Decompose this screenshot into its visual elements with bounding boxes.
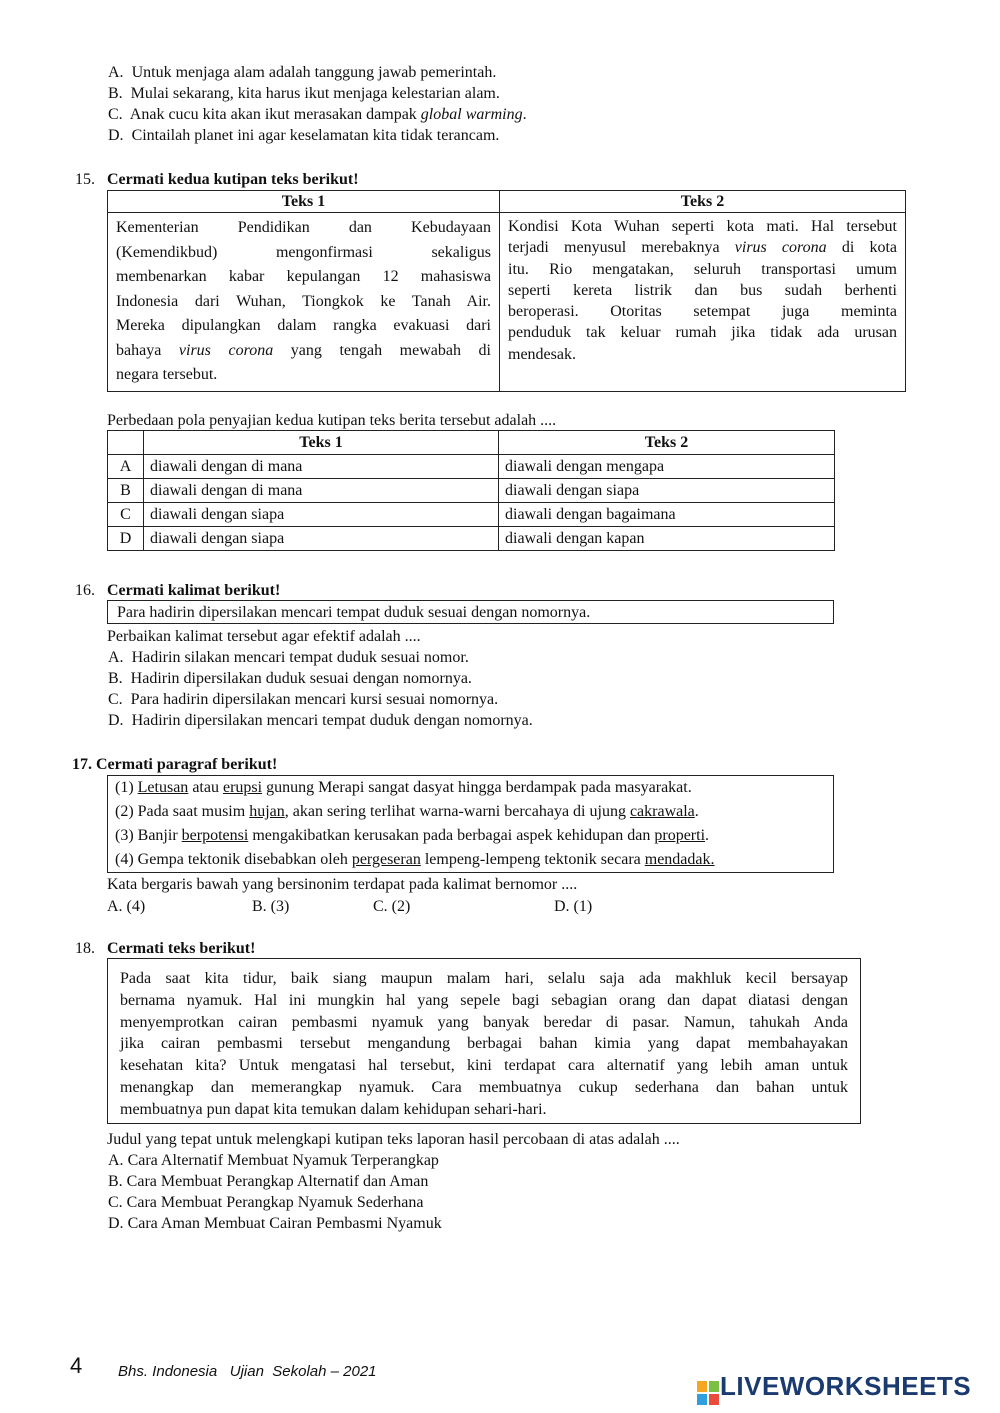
question-prompt-line: [72, 754, 277, 775]
option-a[interactable]: A. (4): [107, 898, 146, 915]
option-a[interactable]: A. Cara Alternatif Membuat Nyamuk Terperangkap: [108, 1152, 439, 1169]
option-b[interactable]: B. Cara Membuat Perangkap Alternatif dan Aman: [108, 1173, 429, 1190]
answers-table: [107, 430, 835, 551]
teks2-body: Kondisi Kota Wuhan seperti kota mati. Hal tersebut terjadi menyusul merebaknya virus corona di kota itu. Rio mengatakan, seluruh transportasi umum seperti kereta listrik dan bus sudah berhenti beroperasi. Otoritas setempat juga meminta penduduk tak keluar rumah jika tidak ada urusan mendesak.: [500, 213, 906, 392]
answers-header-teks2: Teks 2: [499, 431, 835, 455]
question-prompt: Cermati paragraf berikut!: [96, 756, 278, 773]
passage-box: Pada saat kita tidur, baik siang maupun malam hari, selalu saja ada makhluk kecil bersayap bernama nyamuk. Hal ini mungkin hal yang sepele bagi sebagian orang dan dapat diatasi dengan menyemprotkan cairan pembasmi nyamuk yang banyak beredar di pasar. Namun, tahukah Anda jika cairan pembasmi tersebut mengandung berbagai bahan kimia yang dapat membahayakan kesehatan kita? Untuk mengatasi hal tersebut, kini terdapat cara alternatif yang lebih aman untuk menangkap dan memerangkap nyamuk. Cara membuatnya cukup sederhana dan bahan untuk membuatnya pun dapat kita temukan dalam kehidupan sehari-hari.: [107, 958, 861, 1124]
footer-text: Bhs. Indonesia Ujian Sekolah – 2021: [118, 1363, 377, 1380]
answers-header-teks1: Teks 1: [144, 431, 499, 455]
question-text: Perbedaan pola penyajian kedua kutipan teks berita tersebut adalah ....: [107, 412, 557, 429]
answer-row-a[interactable]: A diawali dengan di mana diawali dengan mengapa: [108, 455, 835, 479]
sentence-box: Para hadirin dipersilakan mencari tempat duduk sesuai dengan nomornya.: [107, 600, 834, 624]
question-text: Kata bergaris bawah yang bersinonim terdapat pada kalimat bernomor ....: [107, 876, 578, 893]
teks1-header: Teks 1: [108, 191, 500, 213]
question-number: 17.: [72, 756, 92, 773]
option-a[interactable]: A. Hadirin silakan mencari tempat duduk sesuai nomor.: [108, 649, 469, 666]
option-b[interactable]: B. (3): [252, 898, 290, 915]
sentence-1: (1) Letusan atau erupsi gunung Merapi sangat dasyat hingga berdampak pada masyarakat.: [115, 779, 692, 796]
question-prompt: Cermati kalimat berikut!: [107, 582, 281, 599]
answer-row-d[interactable]: D diawali dengan siapa diawali dengan kapan: [108, 527, 835, 551]
option-c[interactable]: C. Cara Membuat Perangkap Nyamuk Sederhana: [108, 1194, 424, 1211]
question-prompt: Cermati teks berikut!: [107, 940, 256, 957]
paragraph-box: [107, 775, 834, 873]
sentence-4: (4) Gempa tektonik disebabkan oleh pergeseran lempeng-lempeng tektonik secara mendadak.: [115, 851, 715, 868]
question-number: 15.: [75, 171, 95, 188]
option-d[interactable]: D. Cintailah planet ini agar keselamatan kita tidak terancam.: [108, 127, 500, 144]
liveworksheets-logo-text: LIVEWORKSHEETS: [720, 1371, 972, 1401]
option-d[interactable]: D. (1): [554, 898, 593, 915]
question-text: Judul yang tepat untuk melengkapi kutipan teks laporan hasil percobaan di atas adalah ....: [107, 1131, 680, 1148]
sentence-3: (3) Banjir berpotensi mengakibatkan kerusakan pada berbagai aspek kehidupan dan properti.: [115, 827, 710, 844]
option-c[interactable]: C. Anak cucu kita akan ikut merasakan dampak global warming.: [108, 106, 527, 123]
liveworksheets-logo[interactable]: [697, 1371, 997, 1408]
option-b[interactable]: B. Hadirin dipersilakan duduk sesuai dengan nomornya.: [108, 670, 472, 687]
texts-table: [107, 190, 906, 392]
sentence-2: (2) Pada saat musim hujan, akan sering terlihat warna-warni bercahaya di ujung cakrawala.: [115, 803, 699, 820]
question-prompt: Cermati kedua kutipan teks berikut!: [107, 171, 359, 188]
teks2-header: Teks 2: [500, 191, 906, 213]
option-b[interactable]: B. Mulai sekarang, kita harus ikut menjaga kelestarian alam.: [108, 85, 500, 102]
page-number: 4: [70, 1353, 83, 1378]
option-c[interactable]: C. (2): [373, 898, 411, 915]
option-c[interactable]: C. Para hadirin dipersilakan mencari kursi sesuai nomornya.: [108, 691, 499, 708]
question-number: 16.: [75, 582, 95, 599]
answer-row-c[interactable]: C diawali dengan siapa diawali dengan bagaimana: [108, 503, 835, 527]
question-number: 18.: [75, 940, 95, 957]
liveworksheets-logo-icon: [697, 1381, 719, 1405]
answer-row-b[interactable]: B diawali dengan di mana diawali dengan siapa: [108, 479, 835, 503]
question-text: Perbaikan kalimat tersebut agar efektif adalah ....: [107, 628, 421, 645]
option-d[interactable]: D. Hadirin dipersilakan mencari tempat duduk dengan nomornya.: [108, 712, 533, 729]
teks1-body: Kementerian Pendidikan dan Kebudayaan (Kemendikbud) mengonfirmasi sekaligus membenarkan kabar kepulangan 12 mahasiswa Indonesia dari Wuhan, Tiongkok ke Tanah Air. Mereka dipulangkan dalam rangka evakuasi dari bahaya virus corona yang tengah mewabah di negara tersebut.: [108, 213, 500, 392]
option-d[interactable]: D. Cara Aman Membuat Cairan Pembasmi Nyamuk: [108, 1215, 442, 1232]
option-a[interactable]: A. Untuk menjaga alam adalah tanggung jawab pemerintah.: [108, 64, 497, 81]
